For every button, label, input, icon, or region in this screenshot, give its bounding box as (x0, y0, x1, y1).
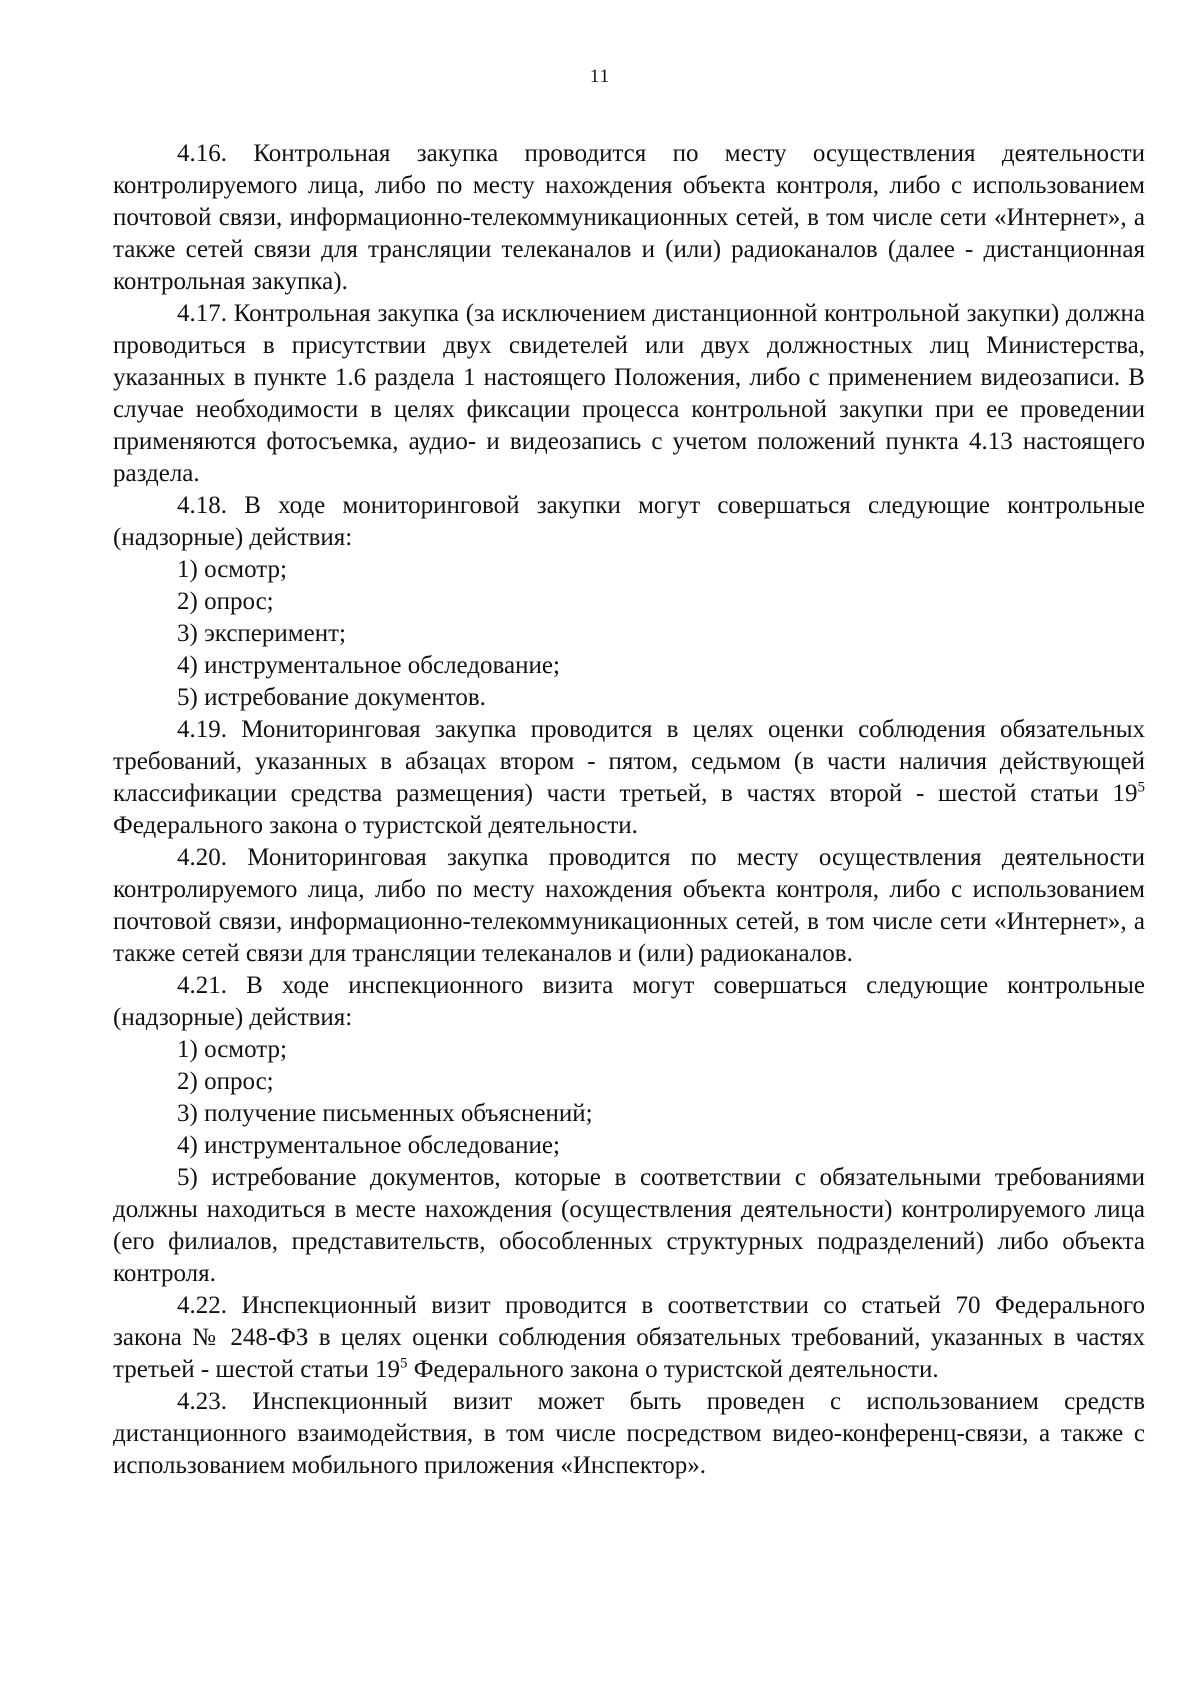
paragraph-4-19-text: 4.19. Мониторинговая закупка проводится в целях оценки соблюдения обязательных требований, указанных в абзацах втором - пятом, седьмом (в части наличия действующей классификации средства размещения) части третьей, в частях второй - шестой статьи 19 (113, 716, 1145, 807)
paragraph-4-18: 4.18. В ходе мониторинговой закупки могут совершаться следующие контрольные (надзорные) действия: (113, 492, 1145, 551)
paragraph-4-22 (113, 1290, 1145, 1386)
paragraph-4-23: 4.23. Инспекционный визит может быть проведен с использованием средств дистанционного взаимодействия, в том числе посредством видео-конференц-связи, а также с использованием мобильного приложения «Инспектор». (113, 1388, 1145, 1479)
paragraph-4-19 (113, 714, 1145, 842)
paragraph-4-22-tail: Федерального закона о туристской деятельности. (407, 1356, 939, 1383)
page-number: 11 (589, 66, 611, 87)
list-item-5-long: 5) истребование документов, которые в соответствии с обязательными требованиями должны находиться в месте нахождения (осуществления деятельности) контролируемого лица (его филиалов, представительств, обособленных структурных подразделений) либо объекта контроля. (113, 1164, 1145, 1287)
paragraph-4-21: 4.21. В ходе инспекционного визита могут совершаться следующие контрольные (надзорные) действия: (113, 972, 1145, 1031)
list-item: 1) осмотр; (177, 556, 287, 583)
paragraph-4-22-text: 4.22. Инспекционный визит проводится в соответствии со статьей 70 Федерального закона № 248-ФЗ в целях оценки соблюдения обязательных требований, указанных в частях третьей - шестой статьи 19 (113, 1292, 1145, 1383)
document-body (113, 138, 1145, 1482)
paragraph-4-20: 4.20. Мониторинговая закупка проводится по месту осуществления деятельности контролируемого лица, либо по месту нахождения объекта контроля, либо с использованием почтовой связи, информационно-телекоммуникационных сетей, в том числе сети «Интернет», а также сетей связи для трансляции телеканалов и (или) радиоканалов. (113, 844, 1145, 967)
list-item: 5) истребование документов. (177, 684, 486, 711)
list-item: 2) опрос; (177, 588, 274, 615)
list-item: 4) инструментальное обследование; (177, 652, 560, 679)
list-item: 1) осмотр; (177, 1036, 287, 1063)
paragraph-4-16: 4.16. Контрольная закупка проводится по месту осуществления деятельности контролируемого лица, либо по месту нахождения объекта контроля, либо с использованием почтовой связи, информационно-телекоммуникационных сетей, в том числе сети «Интернет», а также сетей связи для трансляции телеканалов и (или) радиоканалов (далее - дистанционная контрольная закупка). (113, 140, 1145, 295)
superscript-5: 5 (1137, 779, 1145, 796)
paragraph-4-19-tail: Федерального закона о туристской деятельности. (113, 812, 638, 839)
paragraph-4-17: 4.17. Контрольная закупка (за исключением дистанционной контрольной закупки) должна проводиться в присутствии двух свидетелей или двух должностных лиц Министерства, указанных в пункте 1.6 раздела 1 настоящего Положения, либо с применением видеозаписи. В случае необходимости в целях фиксации процесса контрольной закупки при ее проведении применяются фотосъемка, аудио- и видеозапись с учетом положений пункта 4.13 настоящего раздела. (113, 300, 1145, 487)
list-item: 3) эксперимент; (177, 620, 346, 647)
list-item: 3) получение письменных объяснений; (177, 1100, 593, 1127)
list-item: 2) опрос; (177, 1068, 274, 1095)
superscript-5: 5 (399, 1355, 408, 1372)
list-item: 4) инструментальное обследование; (177, 1132, 560, 1159)
